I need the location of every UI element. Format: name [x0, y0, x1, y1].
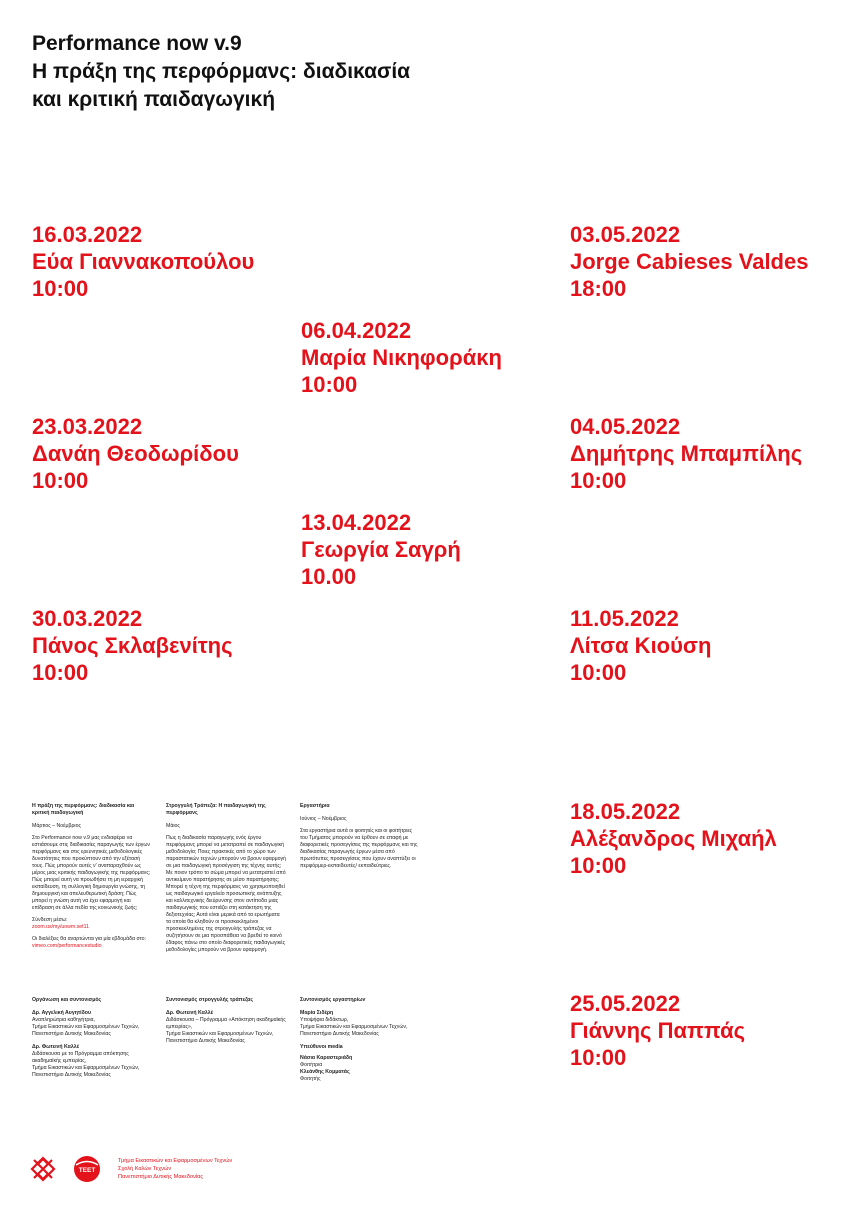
event-speaker: Μαρία Νικηφοράκη	[301, 345, 502, 370]
university-logo-icon	[30, 1156, 56, 1182]
event-time: 10:00	[570, 1045, 627, 1070]
video-label: Οι διαλέξεις θα αναρτώνται για μία εβδομάδα στο:	[32, 936, 146, 942]
event-speaker: Δημήτρης Μπαμπίλης	[570, 441, 803, 466]
page-title	[32, 30, 552, 114]
info-column-program	[32, 803, 152, 955]
person-department: Τμήμα Εικαστικών και Εφαρμοσμένων Τεχνών,	[32, 1024, 140, 1030]
footer	[30, 1152, 270, 1188]
person-role: Αναπληρώτρια καθηγήτρια,	[32, 1017, 95, 1023]
event-date: 03.05.2022	[570, 222, 681, 247]
person-name: Νάσια Καραστεριάδη	[300, 1055, 353, 1061]
person-role: Φοιτητής	[300, 1076, 321, 1082]
event-speaker: Αλέξανδρος Μιχαήλ	[570, 826, 777, 851]
university-name: Πανεπιστήμιο Δυτικής Μακεδονίας	[118, 1174, 204, 1180]
info-heading: Στρογγυλή Τράπεζα: Η παιδαγωγική της περφόρμανς	[166, 803, 266, 816]
event-date: 04.05.2022	[570, 414, 681, 439]
person-department: Τμήμα Εικαστικών και Εφαρμοσμένων Τεχνών,	[300, 1024, 408, 1030]
event-time: 10:00	[32, 660, 89, 685]
event-date: 18.05.2022	[570, 799, 681, 824]
info-heading: Εργαστήρια	[300, 803, 330, 809]
credits-heading: Συντονισμός στρογγυλής τράπεζας	[166, 997, 254, 1003]
event-time: 10:00	[301, 372, 358, 397]
person-name: Δρ. Φωτεινή Καλλέ	[32, 1044, 79, 1050]
logo-text: ΤΕΕΤ	[78, 1167, 96, 1174]
credits-workshops	[300, 997, 420, 1083]
info-column-workshops	[300, 803, 420, 875]
person-university: Πανεπιστήμιο Δυτικής Μακεδονίας	[32, 1031, 111, 1037]
department-name: Τμήμα Εικαστικών και Εφαρμοσμένων Τεχνών	[118, 1158, 233, 1164]
event-item	[570, 221, 808, 302]
person-role: Φοιτήτρια	[300, 1062, 323, 1068]
event-date: 25.05.2022	[570, 991, 681, 1016]
event-date: 16.03.2022	[32, 222, 143, 247]
title-line-3: και κριτική παιδαγωγική	[32, 88, 276, 111]
person-role: Διδάσκουσα με το Πρόγραμμα απόκτησης ακαδημαϊκής εμπειρίας,	[32, 1051, 129, 1064]
event-time: 10.00	[301, 564, 357, 589]
zoom-link[interactable]: zoom.us/my/uowm.set11	[32, 924, 89, 930]
event-speaker: Jorge Cabieses Valdes	[570, 249, 809, 274]
event-item	[32, 221, 254, 302]
title-line-1: Performance now v.9	[32, 32, 242, 55]
event-speaker: Πάνος Σκλαβενίτης	[32, 633, 233, 658]
event-item	[570, 798, 777, 879]
event-speaker: Λίτσα Κιούση	[570, 633, 712, 658]
event-item	[570, 605, 711, 686]
event-date: 11.05.2022	[570, 606, 679, 631]
info-column-roundtable	[166, 803, 286, 959]
event-speaker: Δανάη Θεοδωρίδου	[32, 441, 239, 466]
school-name: Σχολή Καλών Τεχνών	[118, 1166, 172, 1172]
info-body: Στα εργαστήρια αυτά οι φοιτητές και οι φοιτήτριες του Τμήματος μπορούν να έρθουν σε επαφή με διαφορετικές προσεγγίσεις της περφόρμανς και της διαδικασίας παραγωγής έργων μέσα από πρωτότυπες προσεγγίσεις που έχουν αναπτύξει οι περφόρμερ-εκπαιδευτές/ εκπαιδεύτριες.	[300, 828, 418, 869]
info-period: Μάιος	[166, 823, 180, 829]
credits-roundtable	[166, 997, 286, 1051]
title-line-2: Η πράξη της περφόρμανς: διαδικασία	[32, 60, 411, 83]
person-university: Πανεπιστήμιο Δυτικής Μακεδονίας	[166, 1038, 245, 1044]
event-item	[570, 413, 802, 494]
person-name: Δρ. Φωτεινή Καλλέ	[166, 1010, 213, 1016]
event-time: 10:00	[32, 468, 89, 493]
department-logo-icon	[72, 1154, 102, 1184]
event-time: 10:00	[32, 276, 89, 301]
person-name: Μαρία Σιδέρη	[300, 1010, 334, 1016]
person-name: Κλεάνθης Κομματάς	[300, 1069, 350, 1075]
person-university: Πανεπιστήμιο Δυτικής Μακεδονίας	[32, 1072, 111, 1078]
person-name: Δρ. Αγγελική Αυγητίδου	[32, 1010, 91, 1016]
person-role: Υποψήφια διδάκτωρ,	[300, 1017, 349, 1023]
media-heading: Υπεύθυνοι media	[300, 1044, 343, 1050]
event-speaker: Γιάννης Παππάς	[570, 1018, 746, 1043]
event-date: 23.03.2022	[32, 414, 143, 439]
credits-organization	[32, 997, 152, 1085]
event-speaker: Εύα Γιαννακοπούλου	[32, 249, 255, 274]
credits-heading: Οργάνωση και συντονισμός	[32, 997, 102, 1003]
info-heading: Η πράξη της περφόρμανς: διαδικασία και κριτική παιδαγωγική	[32, 803, 135, 816]
institution-text	[118, 1157, 232, 1181]
event-date: 06.04.2022	[301, 318, 412, 343]
event-item	[301, 317, 502, 398]
event-item	[301, 509, 461, 590]
info-body: Πως η διαδικασία παραγωγής ενός έργου περφόρμανς μπορεί να μετατραπεί σε παιδαγωγική μεθοδολογία; Ποιες πρακτικές από το χώρο των παραστατικών τεχνών μπορούν να βρουν εφαρμογή σε μια παιδαγωγική προσέγγιση της τέχνης αυτής; Με ποιον τρόπο το σώμα μπορεί να μετατραπεί από αντικείμενο παρατήρησης σε μέσο παρατήρησης; Μπορεί η τέχνη της περφόρμανς να χρησιμοποιηθεί ως παιδαγωγικό εργαλείο προσωπικής ανάπτυξης και καλλιτεχνικής διεύρυνσης στον αντίποδα μιας παιδαγωγικής που εστιάζει στη κατάκτηση της δεξιοτεχνίας; Αυτά είναι μερικά από τα ερωτήματα τα οποία θα κληθούν οι προσκεκλημένοι προσκεκλημένες της στρογγυλής τράπεζας να συζητήσουν σε μια προσπάθεια να βρεθεί το κοινό έδαφος πάνω στο οποίο διαφορετικές παιδαγωγικές μεθοδολογίες μπορούν να βρουν εφαρμογή.	[166, 835, 287, 953]
person-department: Τμήμα Εικαστικών και Εφαρμοσμένων Τεχνών,	[32, 1065, 140, 1071]
person-role: Διδάσκουσα – Πρόγραμμα «Απόκτηση ακαδημαϊκής εμπειρίας»,	[166, 1017, 286, 1030]
event-time: 10:00	[570, 468, 627, 493]
event-date: 13.04.2022	[301, 510, 412, 535]
info-body: Στο Performance now v.9 μας ενδιαφέρει να εστιάσουμε στις διαδικασίες παραγωγής των έργων περφόρμανς και στις ερευνητικές μεθοδολογικές δυνατότητες που προκύπτουν από την εξέτασή τους. Πώς μπορούν αυτές ν' αναπαραχθούν ως μέρος μιας κριτικής παιδαγωγικής της περφόρμανς; Πώς μπορεί αυτή να προωθήσει τη μη ιεραρχική εκπαίδευση, τη συλλογική δημιουργία γνώσης, τη δημιουργική και απελευθερωτική δράση; Πώς μπορεί η γνώση αυτή να έχει εφαρμογή και επίδραση σε άλλα πεδία της κοινωνικής ζωής;	[32, 835, 151, 911]
event-time: 10:00	[570, 853, 627, 878]
event-item	[32, 605, 233, 686]
event-time: 10:00	[570, 660, 627, 685]
vimeo-link[interactable]: vimeo.com/performancestudio	[32, 943, 102, 949]
info-period: Ιούνιος – Νοέμβριος	[300, 816, 347, 822]
event-speaker: Γεωργία Σαγρή	[301, 537, 461, 562]
connection-label: Σύνδεση μέσω:	[32, 917, 68, 923]
person-department: Τμήμα Εικαστικών και Εφαρμοσμένων Τεχνών,	[166, 1031, 274, 1037]
info-period: Μάρτιος – Νοέμβριος	[32, 823, 81, 829]
event-time: 18:00	[570, 276, 627, 301]
event-date: 30.03.2022	[32, 606, 143, 631]
event-item	[570, 990, 745, 1071]
person-university: Πανεπιστήμιο Δυτικής Μακεδονίας	[300, 1031, 379, 1037]
event-item	[32, 413, 239, 494]
credits-heading: Συντονισμός εργαστηρίων	[300, 997, 366, 1003]
